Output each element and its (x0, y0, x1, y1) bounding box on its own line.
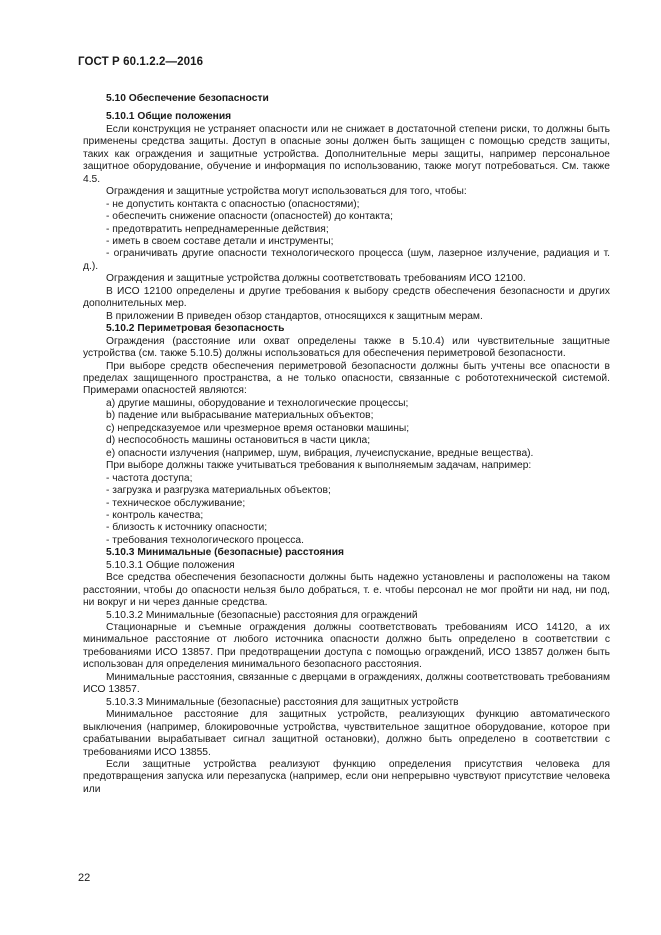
clause-heading: 5.10.3.3 Минимальные (безопасные) расстояния для защитных устройств (106, 696, 459, 708)
list-item: - предотвратить непреднамеренные действия; (106, 223, 329, 235)
paragraph: Ограждения и защитные устройства могут использоваться для того, чтобы: (106, 186, 467, 198)
list-item: - не допустить контакта с опасностью (опасностями); (106, 198, 360, 210)
document-header: ГОСТ Р 60.1.2.2—2016 (78, 56, 204, 68)
list-item: b) падение или выбрасывание материальных объектов; (106, 410, 374, 422)
paragraph: Все средства обеспечения безопасности должны быть надежно установлены и расположены на таком расстоянии, чтобы до опасности нельзя было добраться, т. е. чтобы персонал не мог пройти ни над, ни под, ни вокруг и ни через данные средства. (83, 572, 610, 609)
page-number: 22 (78, 872, 91, 884)
subsection-heading: 5.10.1 Общие положения (106, 111, 232, 123)
list-item: - требования технологического процесса. (106, 534, 304, 546)
subsection-heading: 5.10.2 Периметровая безопасность (106, 323, 285, 335)
paragraph: Если конструкция не устраняет опасности или не снижает в достаточной степени риски, то должны быть применены средства защиты. Доступ в опасные зоны должен быть защищен с помощью средств защиты, таких как ограждения и защитные устройства. Дополнительные меры защиты, например персональное защитное оборудование, обучение и информация по использованию, также могут потребоваться. См. также 4.5. (83, 123, 610, 185)
list-item: - загрузка и разгрузка материальных объектов; (106, 485, 331, 497)
list-item: a) другие машины, оборудование и технологические процессы; (106, 397, 409, 409)
subsection-heading: 5.10.3 Минимальные (безопасные) расстояния (106, 547, 345, 559)
list-item: - иметь в своем составе детали и инструменты; (106, 235, 334, 247)
list-item: - частота доступа; (106, 472, 193, 484)
clause-heading: 5.10.3.1 Общие положения (106, 559, 235, 571)
list-item: e) опасности излучения (например, шум, вибрация, лучеиспускание, вредные вещества). (106, 447, 534, 459)
paragraph: Если защитные устройства реализуют функцию определения присутствия человека для предотвращения запуска или перезапуска (например, если они непрерывно чувствуют присутствие человека или (83, 759, 610, 795)
list-item: c) непредсказуемое или чрезмерное время остановки машины; (106, 422, 410, 434)
list-item: - техническое обслуживание; (106, 497, 246, 509)
paragraph: Ограждения (расстояние или охват определены также в 5.10.4) или чувствительные защитные устройства (см. также 5.10.5) должны использоваться для обеспечения периметровой безопасности. (83, 335, 610, 360)
paragraph: Ограждения и защитные устройства должны соответствовать требованиям ИСО 12100. (106, 273, 526, 285)
paragraph: Минимальное расстояние для защитных устройств, реализующих функцию автоматического выключения (например, блокировочные устройства, чувствительное защитное оборудование, которое при срабатывании вырабатывает сигнал защитной остановки), должно быть определено в соответствии с требованиями ИСО 13855. (83, 709, 610, 758)
paragraph: При выборе средств обеспечения периметровой безопасности должны быть учтены все опасности в пределах защищенного пространства, а не только опасности, связанные с робототехнической системой. Примерами опасностей являются: (83, 360, 610, 397)
list-item: - близость к источнику опасности; (106, 522, 268, 534)
paragraph: В приложении В приведен обзор стандартов, относящихся к защитным мерам. (106, 310, 483, 322)
paragraph: В ИСО 12100 определены и другие требования к выбору средств обеспечения безопасности и других дополнительных мер. (83, 285, 610, 310)
list-item: - обеспечить снижение опасности (опасностей) до контакта; (106, 211, 393, 223)
list-item: d) неспособность машины остановиться в части цикла; (106, 435, 371, 447)
paragraph: При выборе должны также учитываться требования к выполняемым задачам, например: (106, 460, 532, 472)
paragraph: Минимальные расстояния, связанные с дверцами в ограждениях, должны соответствовать требованиям ИСО 13857. (83, 671, 610, 696)
list-item: - контроль качества; (106, 509, 204, 521)
clause-heading: 5.10.3.2 Минимальные (безопасные) расстояния для ограждений (106, 609, 418, 621)
list-item: - ограничивать другие опасности технологического процесса (шум, лазерное излучение, радиация и т. д.). (83, 248, 610, 272)
document-body (83, 93, 610, 796)
section-heading: 5.10 Обеспечение безопасности (106, 93, 269, 104)
paragraph: Стационарные и съемные ограждения должны соответствовать требованиям ИСО 14120, а их минимальное расстояние от любого источника опасности должно быть определено в соответствии с требованиями ИСО 13857. При предотвращении доступа с помощью ограждений, ИСО 13857 должен быть использован для определения минимального безопасного расстояния. (83, 622, 610, 671)
